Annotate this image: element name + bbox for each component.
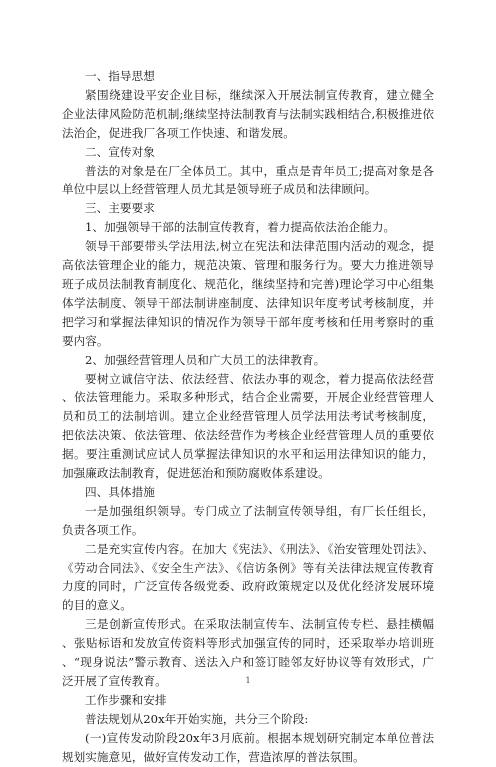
paragraph: 普法规划从20x年开始实施，共分三个阶段: bbox=[85, 711, 309, 726]
paragraph: 领导干部要带头学法用法,树立在宪法和法律范围内活动的观念，提高依法管理企业的能力，规范决策、管理和服务行为。要大力推进领导班子成员法制教育制度化、规范化，继续坚持和完善)理论学习中心组集体学法制度、领导干部法制讲座制度、法律知识年度考试考核制度，并把学习和掌握法律知识的情况作为领导干部年度考核和任用考察时的重要内容。 bbox=[62, 239, 434, 348]
paragraph: 普法的对象是在厂全体员工。其中，重点是青年员工;提高对象是各单位中层以上经营管理人员尤其是领导班子成员和法律顾问。 bbox=[62, 163, 434, 197]
section-heading-measures: 四、具体措施 bbox=[85, 484, 155, 499]
paragraph: 二是充实宣传内容。在加大《宪法》、《刑法》、《治安管理处罚法》、《劳动合同法》、《安全生产法》、《信访条例》等有关法律法规宣传教育力度的同时，广泛宣传各级党委、政府政策规定以及优化经济发展环境的目的意义。 bbox=[62, 541, 434, 613]
paragraph: 三是创新宣传形式。在采取法制宣传车、法制宣传专栏、悬挂横幅、张贴标语和发放宣传资料等形式加强宣传的同时，还采取举办培训班、“现身说法”警示教育、送法入户和签订睦邻友好协议等有效形式，广泛开展了宣传教育。 bbox=[62, 617, 434, 688]
section-heading-audience: 二、宣传对象 bbox=[85, 144, 155, 159]
paragraph: 一是加强组织领导。专门成立了法制宣传领导组，有厂长任组长，负责各项工作。 bbox=[62, 503, 434, 537]
subheading: 2、加强经营管理人员和广大员工的法律教育。 bbox=[85, 352, 326, 367]
page-number: 1 bbox=[245, 676, 251, 685]
document-body bbox=[62, 67, 434, 767]
section-heading-guiding-ideology: 一、指导思想 bbox=[85, 69, 155, 83]
paragraph: 要树立诚信守法、依法经营、依法办事的观念，着力提高依法经营、依法管理能力。采取多种形式，结合企业需要，开展企业经营管理人员和员工的法制培训。建立企业经营管理人员学法用法考试考核制度，把依法决策、依法管理、依法经营作为考核企业经营管理人员的重要依据。要注重测试应试人员掌握法律知识的水平和运用法律知识的能力，加强廉政法制教育，促进惩治和预防腐败体系建设。 bbox=[62, 371, 434, 481]
paragraph: (一)宣传发动阶段20x年3月底前。根据本规划研究制定本单位普法规划实施意见，做好宣传发动工作，营造浓厚的普法氛围。 bbox=[62, 730, 434, 764]
section-heading-requirements: 三、主要要求 bbox=[85, 201, 155, 216]
paragraph: 紧围绕建设平安企业目标，继续深入开展法制宣传教育，建立健全企业法律风险防范机制;继续坚持法制教育与法制实践相结合,积极推进依法治企，促进我厂各项工作快速、和谐发展。 bbox=[62, 87, 434, 140]
subheading: 1、加强领导干部的法制宣传教育，着力提高依法治企能力。 bbox=[85, 220, 396, 235]
section-heading-steps: 工作步骤和安排 bbox=[85, 692, 167, 707]
